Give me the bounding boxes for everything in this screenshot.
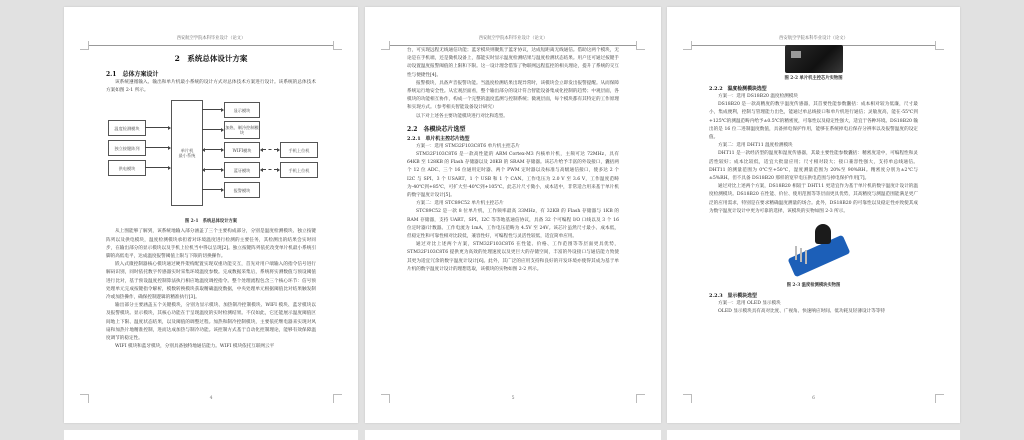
diagram-box-output: WIFI模块 bbox=[224, 142, 260, 158]
paragraph: 通过对比上述两个方案，STM32F103C8T6 在性能、价格、工作范围等等层面更具优势，STM32F103C8T6 提供更为高效的处理速度以及更巨大的存储空间，丰富的外设接口与通信能力致使其更为适宜冗余的数字温度计设计[6]。此外，其广泛的应用支持和良好的开发环境亦使得其成为基于单片机的数字温度计设计的理想选取，该模块的实物如图 2-2 所示。 bbox=[407, 242, 619, 272]
temperature-sensor-photo bbox=[779, 220, 849, 280]
diagram-box-input: 供电模块 bbox=[108, 160, 146, 176]
margin-mark bbox=[381, 41, 390, 50]
system-block-diagram bbox=[106, 98, 316, 216]
paragraph: 该系统遵循输入、输出和单片机最小系统的设计方式对总体技术方案进行设计。该系统的总体技术方案如图 2-1 所示。 bbox=[106, 80, 316, 94]
paragraph: 方案一：选用 STM32F103C8T6 单片机主控芯片 bbox=[416, 143, 520, 149]
paragraph: 台，可实现远程无线通信功能；蓝牙模块则聚焦于蓝牙协议，达成短距离无线通信。借助这两个模块，无论是在手机端，还是微机设备上，都能实时显示温度检测结果与温度检测状态结果。用户还可通过按键手动设置温度报警阈值的上限和下限。这一设计理念借鉴了物联网远程监控的相关理论，提升了系统的交互性与便捷性[4]。 bbox=[407, 48, 619, 78]
running-header: 西安航空学院本科毕业设计（论文） bbox=[691, 33, 936, 46]
next-page-edge bbox=[365, 430, 661, 440]
paragraph: 报警模块，具备声音报警功能。当温度检测结果出现异常时，该模块会立即发出报警提醒。从而保障系统运行地安全性。从宏观层面看，整个输出部分的设计符合智能设备集成化控制的趋势；中观层面，各模块的功能相互协作，构成一个完整的温度监测与控制系统；微观层面，每个模块都有其特定的工作原理和实现方式。（参考相关智能设备设计研究） bbox=[407, 80, 619, 111]
diagram-box-output: 显示模块 bbox=[224, 102, 260, 118]
margin-mark bbox=[935, 41, 944, 50]
subsection-heading: 2.2.1 单片机主控芯片选型 bbox=[407, 135, 470, 142]
figure-caption: 图 2-1 系统总体设计方案 bbox=[184, 219, 238, 225]
paragraph: 方案二：选用 DHT11 温度检测模块 bbox=[718, 143, 793, 149]
paragraph: 通过对比上述两个方案，DS18B20 相较于 DHT11 更适宜作为基于单片机的数字温度计设计的温度检测模块。DS18B20 在性能、价位、使用范围等等层面更具优势，其高精度与测温范围能满足更广泛的应用需求，特别是在要求精确温度测量的场合。此外，DS18B20 的可靠性以及稳定性亦致使其成为数字温度计设计中更为可靠的选择，该模块的实物如图 2-3 所示。 bbox=[709, 184, 918, 214]
chapter-title: 2 系统总体设计方案 bbox=[174, 54, 248, 63]
document-page-4 bbox=[64, 7, 358, 423]
diagram-box-output: 报警模块 bbox=[224, 182, 260, 198]
paragraph: OLED 显示模块具有高对比度、广视角、快速响应时间、低功耗及轻薄设计等等特 bbox=[718, 309, 885, 315]
document-page-5 bbox=[365, 7, 661, 423]
page-body bbox=[709, 47, 918, 316]
paragraph: 以下对上述各主要功能模块进行对比和选型。 bbox=[416, 113, 508, 119]
paragraph: 从上图能够了解到，该系统地输入部分涵盖了三个主要构成部分，分别是温度检测模块、独立按键阵列以及供电模块，温度检测模块承担着对环境温度进行检测的主要任务，其检测出的结果会实时同步，在输出部分的显示模块以及手机上位机当中得以呈现[2]。独立按键阵列依托改变单片机最小系统引脚的高低电平，达成温度报警阈值上限与下限的切换操作。 bbox=[106, 229, 316, 260]
margin-mark bbox=[683, 41, 692, 50]
next-page-edge bbox=[667, 430, 960, 440]
section-heading: 2.2 各模块芯片选型 bbox=[407, 125, 466, 133]
paragraph: STM32F103C8T6 是一款高性能的 ARM Cortex-M3 内核单片机，主频可达 72MHz，具有 64KB 至 128KB 的 Flash 存储器以及 20KB 的 SRAM 存储器。该芯片给予丰富的外设接口，囊括两个 12 位 ADC、三个 16 位通用定时器、两个 PWM 定时器以及标准与高级通信接口，使多达 2 个 I2C 与 SPI、3 个 USART、1 个 USB 和 1 个 CAN。工作电压为 2.0 V 至 3.6 V，工作温度范畴为-40℃到+85℃，可扩大至-40℃到+105℃。此芯片尺寸微小，成本适中，非常适合用来基于单片机的数字温度计设计[5]。 bbox=[407, 152, 619, 199]
diagram-box-remote: 手机上位机 bbox=[280, 162, 318, 178]
running-header: 西安航空学院本科毕业设计（论文） bbox=[88, 33, 334, 46]
running-header: 西安航空学院本科毕业设计（论文） bbox=[389, 33, 637, 46]
page-number: 6 bbox=[812, 396, 815, 401]
margin-mark bbox=[333, 41, 342, 50]
paragraph: 方案一：选用 OLED 显示模块 bbox=[718, 301, 781, 307]
mcu-board-photo bbox=[785, 45, 843, 73]
subsection-heading: 2.2.2 温度检测模块选型 bbox=[709, 86, 767, 92]
diagram-box-input: 独立按键阵列 bbox=[108, 140, 146, 156]
diagram-box-input: 温度检测模块 bbox=[108, 120, 146, 136]
next-page-edge bbox=[64, 430, 358, 440]
diagram-box-output: 加热、制冷控制模块 bbox=[224, 121, 260, 139]
page-body bbox=[106, 47, 316, 351]
paragraph: STC89C52 是一款 8 位单片机，工作频率最高 33MHz，有 32KB 的 Flash 存储器与 1KB 的 RAM 存储器，支持 UART、SPI、I2C 等等地基通信协议，具备 32 个可编程 I/O 口线以及 3 个 16 位定时器/计数器。工作电流为 1mA，工作电压范畴为 4.5V 至 24V。该芯片虽然尺寸最小、成本低，但稳定性和可靠性相对比较低，兼容性好，可编程性与灵活性较低，适宜简单应用。 bbox=[407, 209, 619, 240]
paragraph: 输出部分主要涵盖五个关键模块，分别为显示模块、加热制冷控制模块、WIFI 模块、蓝牙模块以及报警模块。显示模块，其核心功能在于呈现温度的实时检测结果。不仅如此，它还能展示温度阈值区间地上下限、温度状态结果，以及阈值的调整过程。加热和制冷控制模块，主要依托继电器来实现对风扇和加热片地精准控制，进而达成加热与制冷功能。该控制方式基于自动化控制理论，能够有效保障温度调节的稳定性。 bbox=[106, 303, 316, 342]
diagram-box-mcu: 单片机 最小系统 bbox=[171, 100, 203, 206]
page-number: 5 bbox=[511, 396, 515, 401]
margin-mark bbox=[80, 41, 89, 50]
diagram-box-remote: 手机上位机 bbox=[280, 142, 318, 158]
page-number: 4 bbox=[209, 396, 213, 401]
page-body bbox=[407, 47, 619, 274]
subsection-heading: 2.2.3 显示模块选型 bbox=[709, 293, 757, 300]
section-heading: 2.1 总体方案设计 bbox=[106, 71, 159, 78]
figure-caption: 图 2-2 单片机主控芯片实物图 bbox=[784, 76, 843, 81]
paragraph: DHT11 是一款经济型的温度和湿度传感器，其最主要性能参数囊括：精密度适中，可编程性和灵活性较好；成本比较低，适宜大批量应用；尺寸相对较大；接口兼容性强大，支持单总线通信。DHT11 的测量范围为 0℃至+50℃，湿度测量范围为 20%至 90%RH。精密度分别为±2℃与±5%RH。但不具备 DS18B20 那样的宽窄电压供电范围与掉电保护作用[7]。 bbox=[709, 151, 918, 182]
margin-mark bbox=[636, 41, 645, 50]
figure-caption: 图 2-3 温度检测模块实物图 bbox=[786, 283, 841, 289]
paragraph: 方案一：选用 DS18B20 温度检测模块 bbox=[718, 94, 798, 99]
document-page-6 bbox=[667, 7, 960, 423]
paragraph: 方案二：选用 STC89C52 单片机主控芯片 bbox=[416, 201, 504, 207]
diagram-box-output: 蓝牙模块 bbox=[224, 162, 260, 178]
paragraph: 嵌入式微控制器核心模块通过硬件架构配置实现双重功能交互，首先对用户端输入的指令信号进行解码识别，同时依托数字传感器实时采集环境温度参数。完成数据采集后，系统将实测数值与预设阈值进行比对，基于预设温度控制算法执行相应地温度调控指令。整个处理流程包含三个核心环节：信号预处理单元完成按键指令解析，模数转换模块获取精确温度数据，中央处理单元根据阈值比对结果触发制冷或加热操作，确保控制逻辑的精准执行[3]。 bbox=[106, 262, 316, 301]
paragraph: DS18B20 是一款高精度的数字温度传感器，其首要性能参数囊括：成本相对较为低廉，尺寸最小，集成便利，控制与管理能力出色，能通过单总线接口和单片机进行通信；灵敏度高，能在-55℃到+125℃的测温范畴内给予±0.5℃的精密度，可靠性以及稳定性强大，适宜于各种环境。DS18B20 输出的是 16 位二进制温度数值，具备掉电保护作用，能够在系统掉电后保存分辨率以及报警温度的设定值。 bbox=[709, 102, 919, 141]
paragraph: WIFI 模块和蓝牙模块，分别具备独特地通信能力。WIFI 模块依托互联网云平 bbox=[115, 344, 275, 350]
